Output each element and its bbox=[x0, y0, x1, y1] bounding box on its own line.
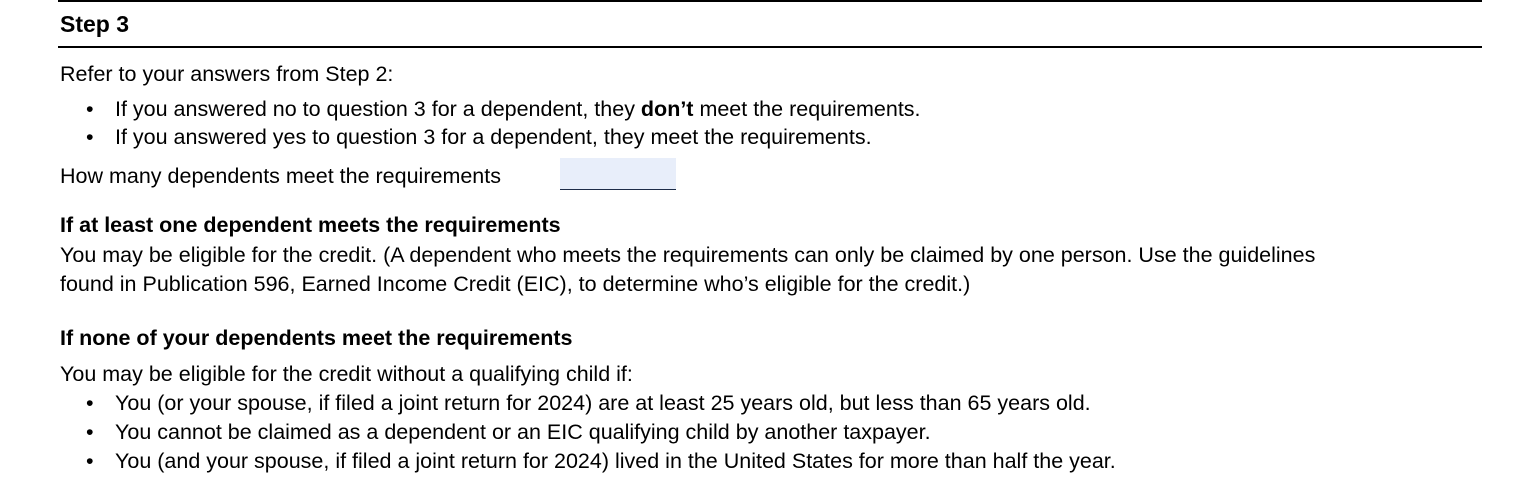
bullet-text-bold: don’t bbox=[640, 97, 694, 121]
section-two-bullet bbox=[86, 418, 931, 446]
bullet-text: If you answered yes to question 3 for a dependent, they meet the requirements. bbox=[115, 125, 872, 149]
section-two-bullet bbox=[86, 447, 1116, 475]
dependents-question-label: How many dependents meet the requirements bbox=[60, 164, 501, 188]
intro-text: Refer to your answers from Step 2: bbox=[60, 62, 394, 86]
bullet-text: You cannot be claimed as a dependent or an EIC qualifying child by another taxpayer. bbox=[115, 420, 931, 444]
step2-bullet-yes bbox=[86, 123, 872, 151]
title-rule bbox=[58, 46, 1482, 48]
top-rule bbox=[58, 0, 1482, 2]
section-two-bullet bbox=[86, 389, 1091, 417]
section-one-line-2: found in Publication 596, Earned Income Credit (EIC), to determine who’s eligible for the credit.) bbox=[60, 272, 971, 296]
bullet-text-before: If you answered no to question 3 for a dependent, they bbox=[115, 97, 641, 121]
bullet-glyph: • bbox=[86, 125, 94, 149]
step2-bullet-no bbox=[86, 95, 921, 123]
section-two-heading: If none of your dependents meet the requirements bbox=[60, 326, 573, 350]
section-two-intro: You may be eligible for the credit without a qualifying child if: bbox=[60, 362, 633, 386]
bullet-text: You (or your spouse, if filed a joint return for 2024) are at least 25 years old, but less than 65 years old. bbox=[115, 391, 1091, 415]
bullet-glyph: • bbox=[86, 449, 94, 473]
step-title: Step 3 bbox=[60, 11, 130, 37]
dependents-count-input[interactable] bbox=[560, 158, 676, 190]
bullet-text-after: meet the requirements. bbox=[693, 97, 921, 121]
bullet-glyph: • bbox=[86, 97, 94, 121]
section-one-line-1: You may be eligible for the credit. (A dependent who meets the requirements can only be claimed by one person. Use the guidelines bbox=[60, 243, 1316, 267]
bullet-glyph: • bbox=[86, 391, 94, 415]
bullet-glyph: • bbox=[86, 420, 94, 444]
bullet-text: You (and your spouse, if filed a joint return for 2024) lived in the United States for more than half the year. bbox=[115, 449, 1116, 473]
section-one-heading: If at least one dependent meets the requirements bbox=[60, 213, 561, 237]
